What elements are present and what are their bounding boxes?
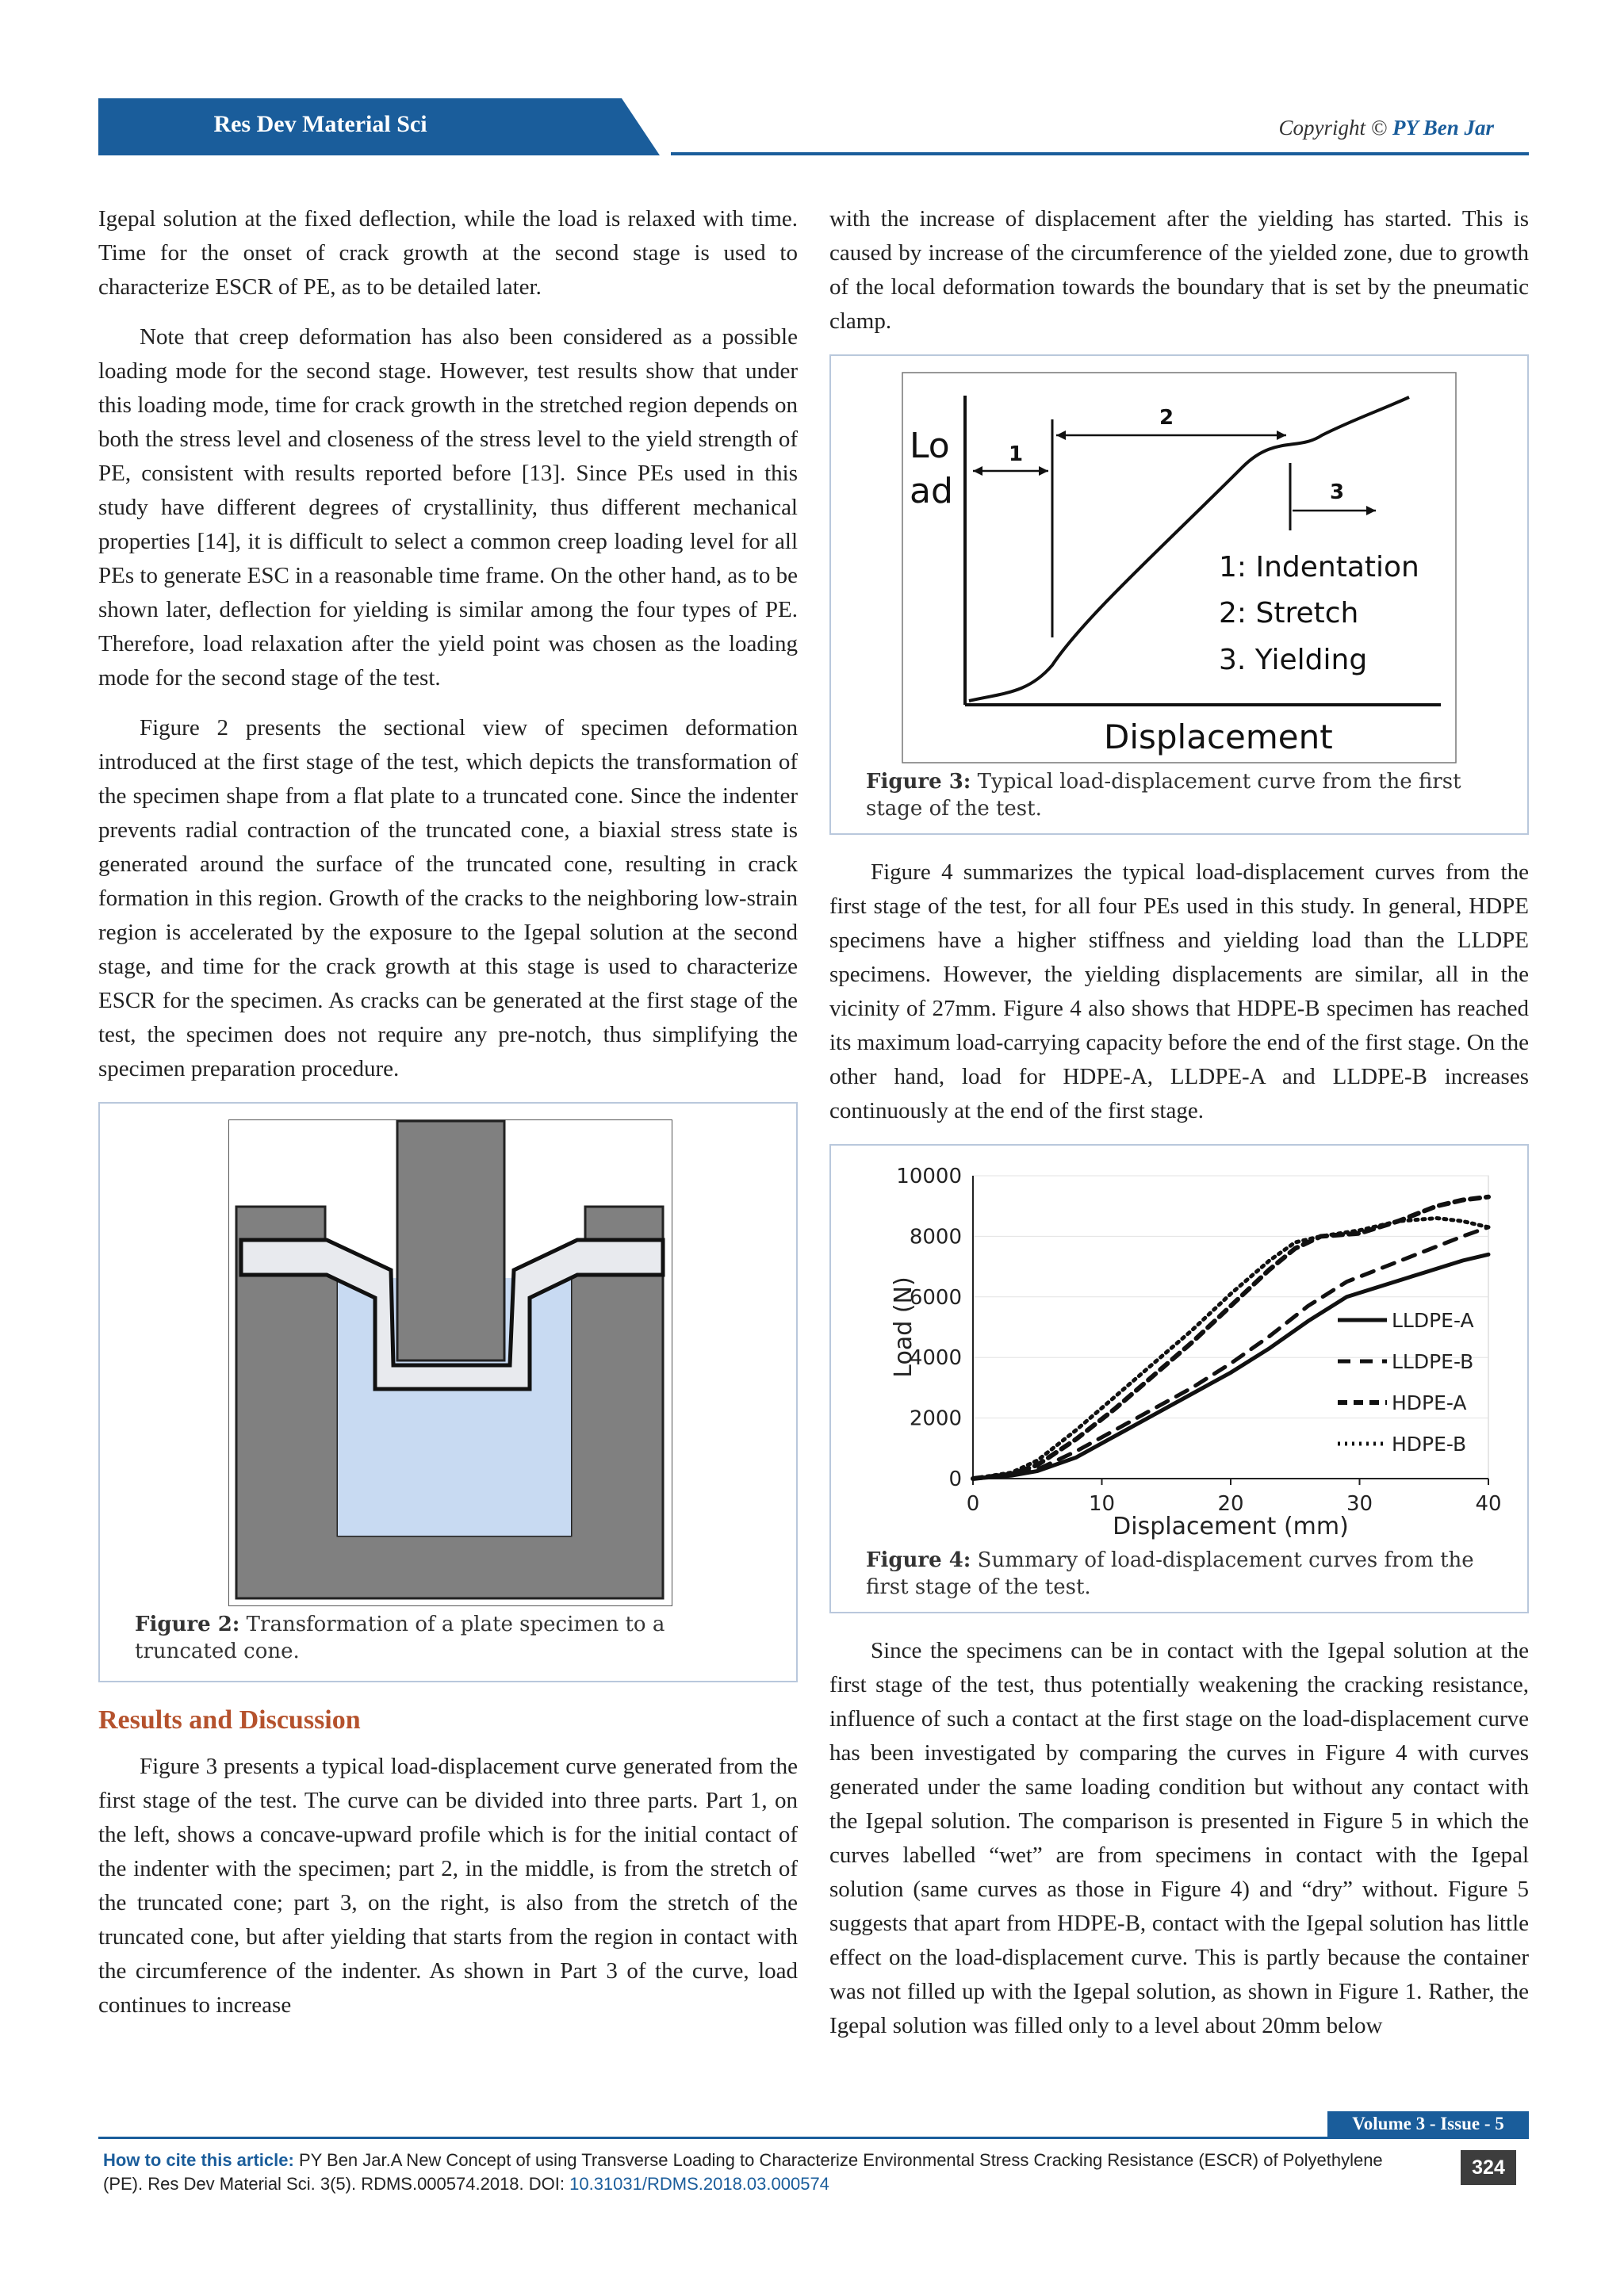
paragraph: Figure 4 summarizes the typical load-displacement curves from the first stage of the test, for all four PEs used in this study. In general, HDPE specimens have a higher stiffness and yielding load than the LLDPE specimens. However, the yielding displacements are similar, all in the vicinity of 27mm. Figure 4 also shows that HDPE-B specimen has reached its maximum load-carrying capacity before the end of the first stage. On the other hand, load for HDPE-A, LLDPE-A and LLDPE-B increases continuously at the end of the first stage.	[829, 859, 1529, 1123]
legend-yielding: 3. Yielding	[1219, 644, 1368, 676]
figure-3	[829, 354, 1529, 835]
doi-link[interactable]: 10.31031/RDMS.2018.03.000574	[569, 2174, 829, 2194]
paragraph: Figure 2 presents the sectional view of specimen deformation introduced at the first stage of the test, which depicts the transformation of the specimen shape from a flat plate to a truncated cone. Since the indenter prevents radial contraction of the truncated cone, a biaxial stress state is generated around the surface of the truncated cone, resulting in crack formation in this region. Growth of the cracks to the neighboring low-strain region is accelerated by the exposure to the Igepal solution at the second stage, and time for the crack growth at this stage is used to characterize ESCR for the specimen. As cracks can be generated at the first stage of the test, the specimen does not require any pre-notch, thus simplifying the specimen preparation procedure.	[98, 715, 798, 1081]
x-tick-label: 30	[1346, 1492, 1373, 1516]
figure-3-caption	[847, 763, 1511, 822]
figure-2-label: Figure 2:	[135, 1613, 240, 1636]
part-3-label: 3	[1330, 480, 1345, 504]
x-label: Displacement	[1104, 718, 1333, 756]
x-tick-label: 0	[966, 1492, 980, 1516]
legend-indentation: 1: Indentation	[1219, 551, 1419, 584]
y-tick-label: 2000	[909, 1406, 962, 1431]
page-number: 324	[1461, 2150, 1516, 2185]
figure-4-chart	[854, 1161, 1504, 1542]
citation-text: PY Ben Jar.A New Concept of using Transverse Loading to Characterize Environmental Stress Cracking Resistance (ESCR) of Polyethylene (PE). Res Dev Material Sci. 3(5). RDMS.000574.2018. DOI:	[103, 2150, 1383, 2194]
y-tick-label: 10000	[896, 1165, 962, 1188]
legend-label-lldpe-a: LLDPE-A	[1392, 1309, 1474, 1332]
y-tick-label: 8000	[909, 1225, 962, 1249]
figure-3-label: Figure 3:	[866, 770, 971, 794]
citation	[103, 2149, 1419, 2196]
legend-label-hdpe-a: HDPE-A	[1392, 1391, 1467, 1414]
x-tick-label: 10	[1088, 1492, 1116, 1516]
legend-label-lldpe-b: LLDPE-B	[1392, 1350, 1474, 1373]
paragraph: Figure 3 presents a typical load-displacement curve generated from the first stage of the test. The curve can be divided into three parts. Part 1, on the left, shows a concave-upward profile which is for the initial contact of the indenter with the specimen; part 2, in the middle, is from the stretch of the truncated cone; part 3, on the right, is also from the stretch of the truncated cone, but after yielding that starts from the region in contact with the circumference of the indenter. As shown in Part 3 of the curve, load continues to increase	[98, 1754, 798, 2018]
figure-2	[98, 1102, 798, 1682]
x-axis-label: Displacement (mm)	[1113, 1513, 1349, 1540]
section-heading: Results and Discussion	[98, 1705, 361, 1735]
journal-name: Res Dev Material Sci	[213, 111, 427, 137]
copyright-author: PY Ben Jar	[1392, 116, 1494, 140]
left-column	[98, 202, 798, 2038]
legend-stretch: 2: Stretch	[1219, 597, 1359, 629]
paragraph: Note that creep deformation has also been considered as a possible loading mode for the second stage. However, test results show that under this loading mode, time for crack growth in the stretched region depends on both the stress level and closeness of the stress level to the yield strength of PE, consistent with results reported before [13]. Since PEs used in this study have different degrees of crystallinity, thus different mechanical properties [14], it is difficult to select a common creep loading level for all PEs to generate ESC in a reasonable time frame. On the other hand, as to be shown later, deflection for yielding is similar among the four types of PE. Therefore, load relaxation after the yield point was chosen as the loading mode for the second stage of the test.	[98, 324, 798, 691]
y-tick-label: 0	[948, 1468, 962, 1491]
figure-3-diagram	[902, 372, 1457, 763]
footer-rule	[98, 2137, 1529, 2139]
y-axis-label: Load (N)	[890, 1276, 917, 1378]
figure-4-caption-text: Summary of load-displacement curves from the first stage of the test.	[866, 1548, 1474, 1599]
paragraph: Since the specimens can be in contact with the Igepal solution at the first stage of the test, thus potentially weakening the cracking resistance, influence of such a contact at the first stage on the load-displacement curve has been investigated by comparing the curves in Figure 4 with curves generated under the same loading condition but without any contact with the Igepal solution. The comparison is presented in Figure 5 in which the curves labelled “wet” are from specimens in contact with the Igepal solution (same curves as those in Figure 4) and “dry” without. Figure 5 suggests that apart from HDPE-B, contact with the Igepal solution has little effect on the load-displacement curve. This is partly because the container was not filled up with the Igepal solution, as shown in Figure 1. Rather, the Igepal solution was filled only to a level about 20mm below	[829, 1638, 1529, 2038]
figure-2-caption	[116, 1606, 780, 1665]
figure-3-caption-text: Typical load-displacement curve from the first stage of the test.	[866, 770, 1461, 821]
figure-2-caption-text: Transformation of a plate specimen to a truncated cone.	[135, 1613, 665, 1663]
legend-label-hdpe-b: HDPE-B	[1392, 1433, 1467, 1456]
volume-badge: Volume 3 - Issue - 5	[1327, 2111, 1529, 2137]
y-label-line-2: ad	[910, 471, 953, 511]
right-column	[829, 202, 1529, 2059]
indenter	[397, 1121, 504, 1360]
x-tick-label: 20	[1217, 1492, 1244, 1516]
copyright-notice	[1278, 116, 1494, 140]
figure-4	[829, 1144, 1529, 1613]
paragraph: with the increase of displacement after the yielding has started. This is caused by increase of the circumference of the yielded zone, due to growth of the local deformation towards the boundary that is set by the pneumatic clamp.	[829, 206, 1529, 334]
header-rule	[671, 152, 1529, 155]
figure-2-diagram	[228, 1119, 672, 1606]
x-tick-label: 40	[1475, 1492, 1502, 1516]
figure-4-caption	[847, 1542, 1511, 1601]
y-tick-label: 4000	[909, 1346, 962, 1371]
part-2-label: 2	[1159, 406, 1174, 430]
y-tick-label: 6000	[909, 1285, 962, 1310]
part-1-label: 1	[1009, 442, 1024, 466]
citation-label: How to cite this article:	[103, 2150, 294, 2170]
paragraph: Igepal solution at the fixed deflection, while the load is relaxed with time. Time for the onset of crack growth at the second stage is used to characterize ESCR of PE, as to be detailed later.	[98, 206, 798, 300]
figure-4-label: Figure 4:	[866, 1548, 971, 1572]
y-label-line-1: Lo	[910, 426, 950, 466]
copyright-prefix: Copyright ©	[1278, 116, 1388, 140]
